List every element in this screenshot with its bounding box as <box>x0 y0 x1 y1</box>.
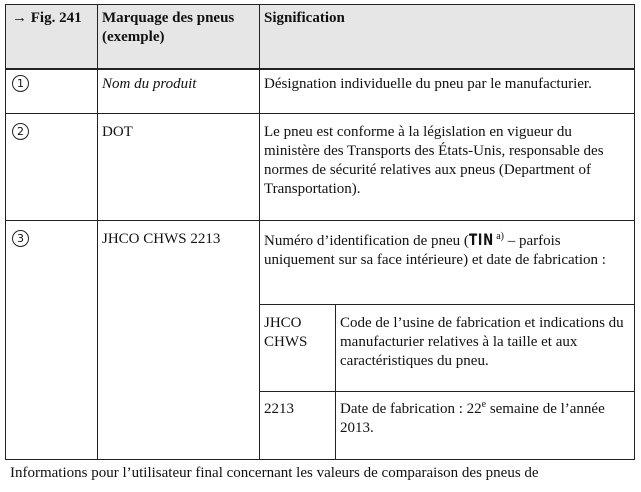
sub-table-top <box>260 304 635 305</box>
footer-text: Informations pour l’utilisateur final concernant les valeurs de comparaison des pneus de <box>10 465 539 481</box>
header-fig-ref[interactable]: → Fig. 241 <box>12 10 82 26</box>
tin-logo-icon: TIN <box>468 230 494 249</box>
table-column-divider-2 <box>259 4 260 460</box>
row-number-3: 3 <box>12 230 29 247</box>
table-border-right <box>634 4 635 460</box>
table-border-top <box>5 4 635 5</box>
sub-row-2-code: 2213 <box>264 401 294 417</box>
table-separator-row1 <box>5 113 635 114</box>
row-number-2: 2 <box>12 123 29 140</box>
header-marking-label: Marquage des pneus (exemple) <box>102 10 235 45</box>
tin-footnote-ref[interactable]: a) <box>496 231 504 242</box>
table-separator-row2 <box>5 220 635 221</box>
header-meaning-label: Signification <box>264 10 345 26</box>
row-3-marking: JHCO CHWS 2213 <box>102 231 221 247</box>
sub-row-2-desc-prefix: Date de fabrication : 22 <box>340 401 482 417</box>
table-column-divider-1 <box>97 4 98 460</box>
row-3-meaning-suffix: – parfois uniquement sur sa face intérieure) et date de fabrication : <box>264 233 606 268</box>
sub-table-column-divider <box>335 304 336 460</box>
sub-row-2-desc-sup: e <box>481 399 487 410</box>
sub-row-2-desc-suffix: semaine de l’année 2013. <box>340 401 605 436</box>
sub-table-separator <box>260 391 635 392</box>
row-1-marking: Nom du produit <box>102 76 197 92</box>
sub-row-1-code: JHCO CHWS <box>264 315 308 350</box>
row-1-meaning: Désignation individuelle du pneu par le manufacturier. <box>264 76 592 92</box>
row-3-meaning-prefix: Numéro d’identification de pneu ( <box>264 233 469 249</box>
sub-row-1-desc: Code de l’usine de fabrication et indications du manufacturier relatives à la taille et aux caractéristiques du pneu. <box>340 315 624 369</box>
sub-row-2-desc <box>340 400 620 438</box>
table-border-left <box>5 4 6 460</box>
table-border-bottom <box>5 459 635 460</box>
table-separator-header <box>5 68 635 70</box>
row-2-marking: DOT <box>102 124 133 140</box>
row-number-1: 1 <box>12 75 29 92</box>
row-2-meaning: Le pneu est conforme à la législation en vigueur du ministère des Transports des États-Unis, responsable des normes de sécurité relatives aux pneus (Department of Transportation). <box>264 124 604 197</box>
row-3-meaning <box>264 230 626 270</box>
